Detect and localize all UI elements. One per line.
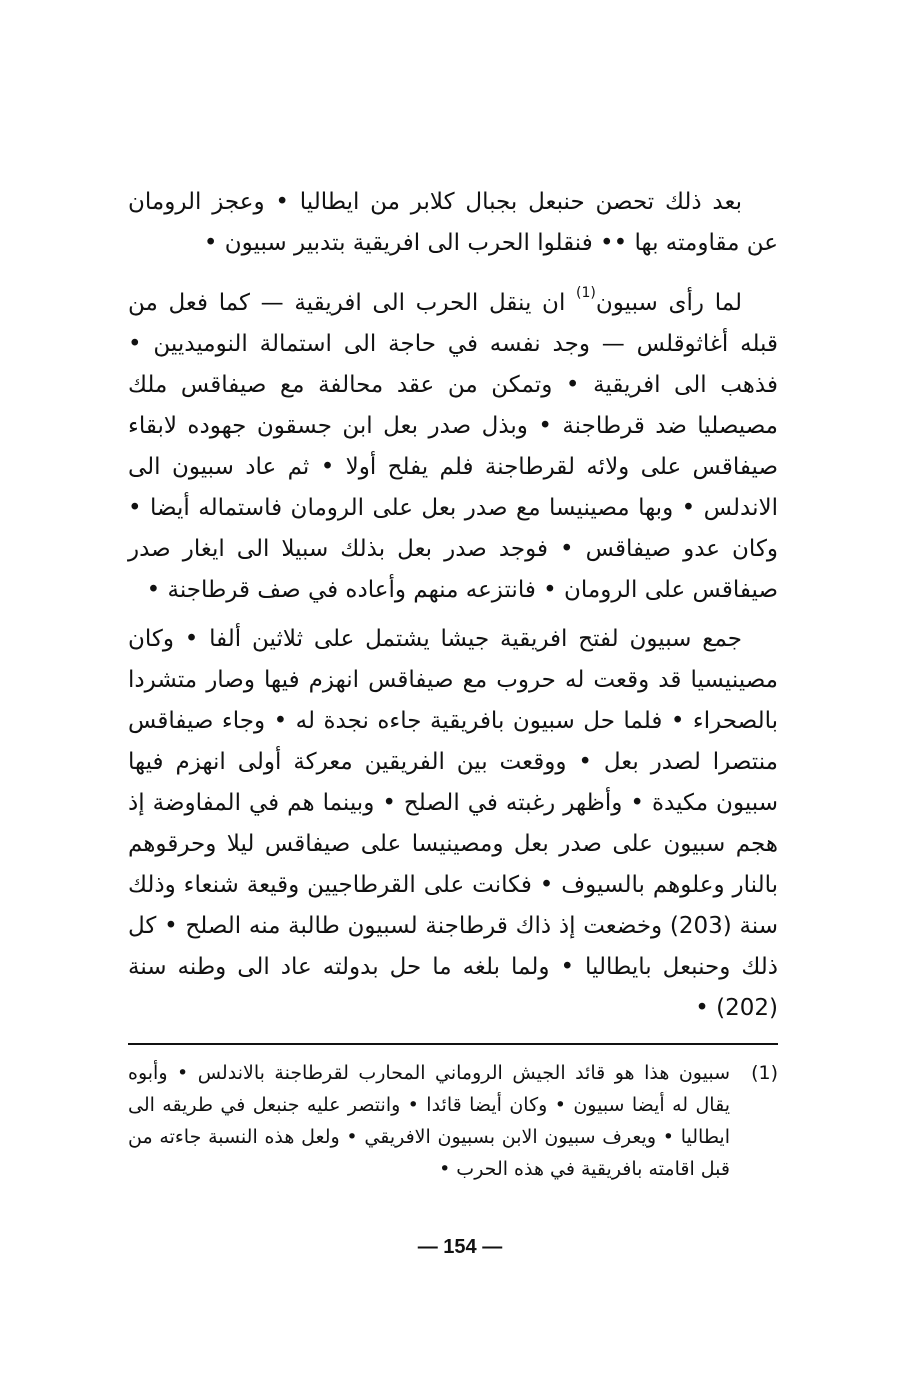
body-paragraph-1: بعد ذلك تحصن حنبعل بجبال كلابر من ايطاليا • وعجز الرومان عن مقاومته بها •• فنقلوا الحرب الى افريقية بتدبير سبيون • xyxy=(128,189,778,256)
footnote-separator-rule xyxy=(128,1043,778,1045)
page-number: — 154 — xyxy=(417,1236,503,1258)
footnote-reference: (1) xyxy=(576,285,596,302)
paragraph-2-lead: لما رأى سبيون xyxy=(595,290,743,316)
footnote-text: سبيون هذا هو قائد الجيش الروماني المحارب لقرطاجنة بالاندلس • وأبوه يقال له أيضا سبيون • وكان أيضا قائدا • وانتصر عليه جنبعل في طريقه الى ايطاليا • ويعرف سبيون الابن بسبيون الافريقي • ولعل هذه النسبة جاءته من قبل اقامته بافريقية في هذه الحرب • xyxy=(128,1062,730,1180)
body-paragraph-3: جمع سبيون لفتح افريقية جيشا يشتمل على ثلاثين ألفا • وكان مصينيسيا قد وقعت له حروب مع صيفاقس انهزم فيها وصار متشردا بالصحراء • فلما حل سبيون بافريقية جاءه نجدة له • وجاء صيفاقس منتصرا لصدر بعل • ووقعت بين الفريقين معركة أولى انهزم فيها سبيون مكيدة • وأظهر رغبته في الصلح • وبينما هم في المفاوضة إذ هجم سبيون على صدر بعل ومصينيسا على صيفاقس ليلا وحرقوهم بالنار وعلوهم بالسيوف • فكانت على القرطاجيين وقيعة شنعاء وذلك سنة (203) وخضعت إذ ذاك قرطاجنة لسبيون طالبة منه الصلح • كل ذلك وحنبعل بايطاليا • ولما بلغه ما حل بدولته عاد الى وطنه سنة (202) • xyxy=(128,626,778,1021)
body-paragraph-2 xyxy=(128,283,778,611)
footnote-marker: (1) xyxy=(751,1062,778,1084)
paragraph-2-rest: ان ينقل الحرب الى افريقية — كما فعل من قبله أغاثوقلس — وجد نفسه في حاجة الى استمالة النوميديين • فذهب الى افريقية • وتمكن من عقد محالفة مع صيفاقس ملك مصيصليا ضد قرطاجنة • وبذل صدر بعل ابن جسقون جهوده لابقاء صيفاقس على ولائه لقرطاجنة فلم يفلح أولا • ثم عاد سبيون الى الاندلس • وبها مصينيسا مع صدر بعل على الرومان فاستماله أيضا • وكان عدو صيفاقس • فوجد صدر بعل بذلك سبيلا الى ايغار صدر صيفاقس على الرومان • فانتزعه منهم وأعاده في صف قرطاجنة • xyxy=(128,290,778,603)
footnote xyxy=(128,1057,778,1185)
